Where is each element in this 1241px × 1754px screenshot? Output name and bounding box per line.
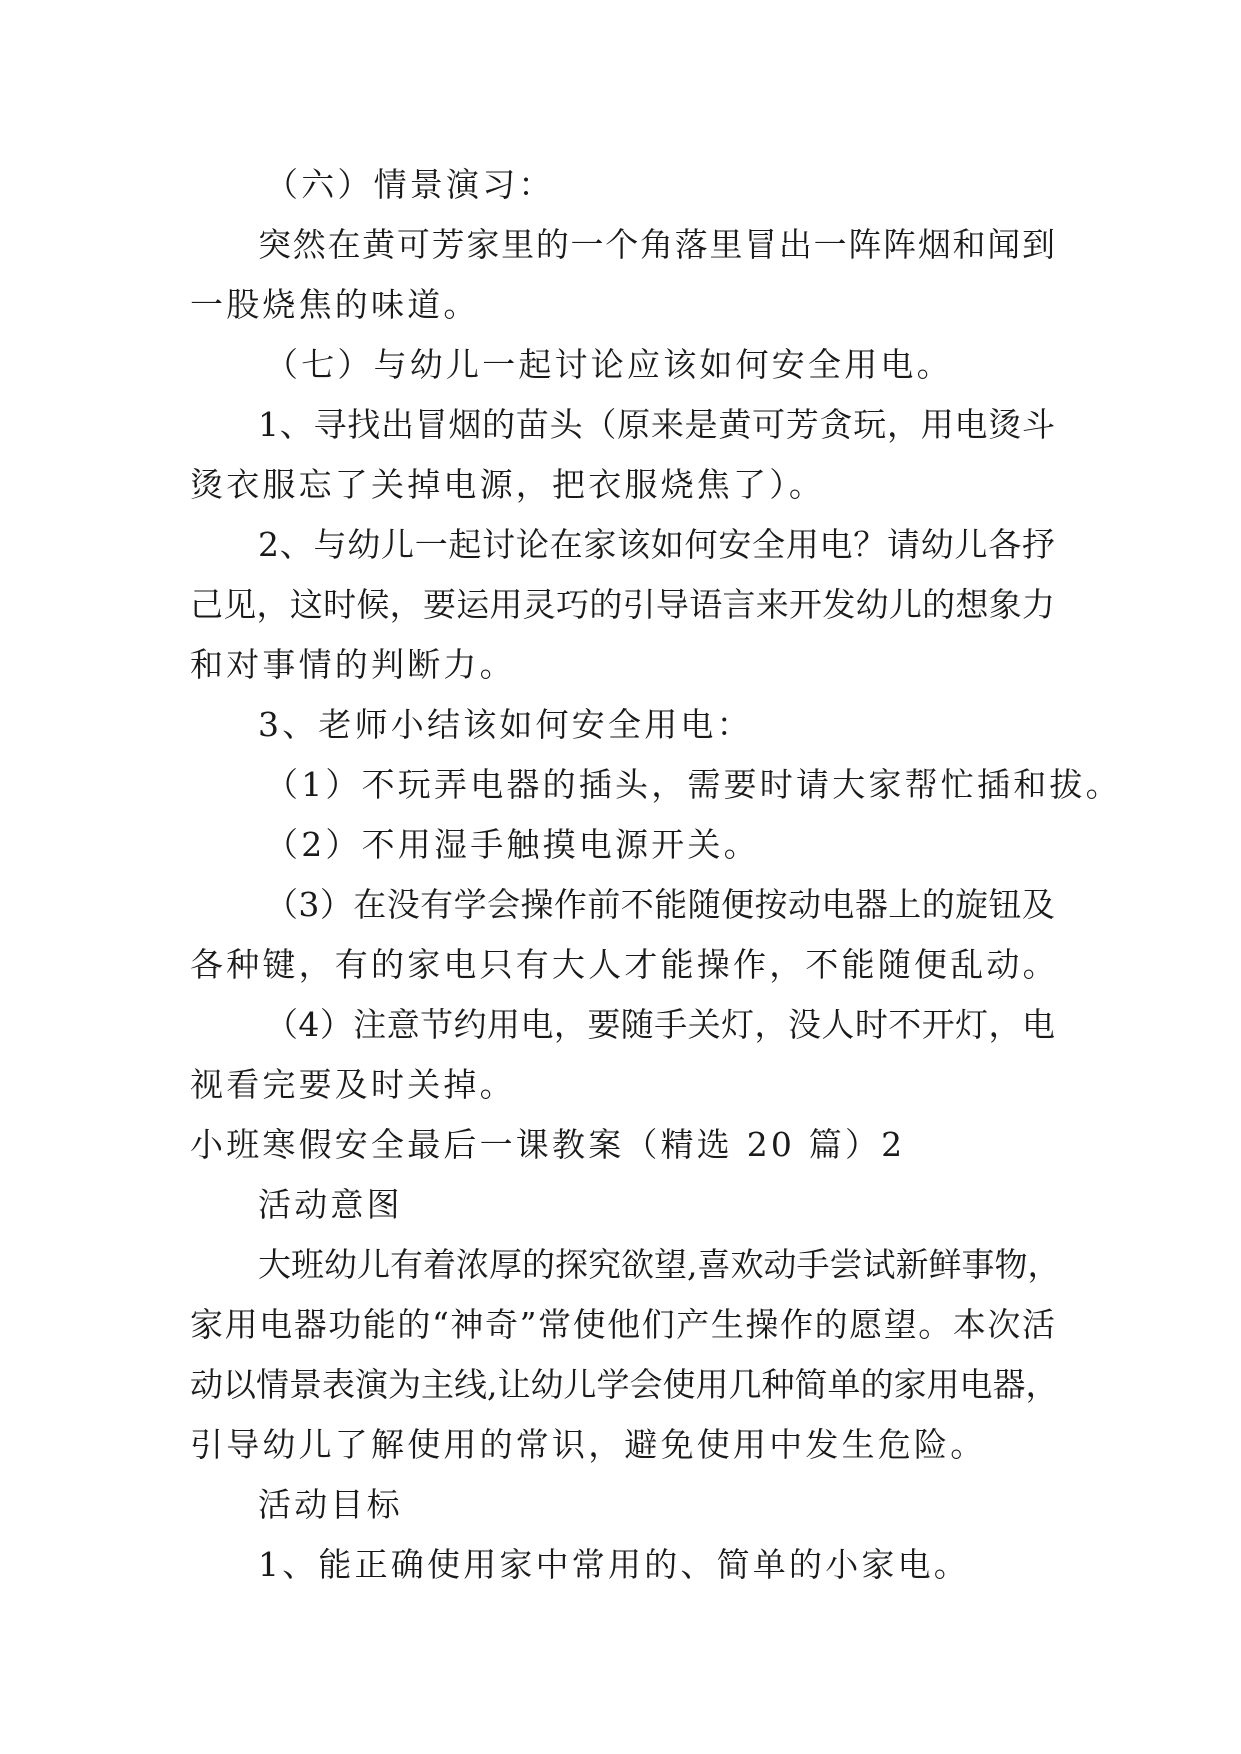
paragraph-line: 家用电器功能的“神奇”常使他们产生操作的愿望。本次活 <box>190 1305 1055 1344</box>
paragraph-line: 动以情景表演为主线,让幼儿学会使用几种简单的家用电器， <box>190 1365 1059 1404</box>
sub-list-item-line: 各种键，有的家电只有大人才能操作，不能随便乱动。 <box>190 945 1059 984</box>
sub-list-item-line: （2）不用湿手触摸电源开关。 <box>265 825 760 864</box>
section-heading: 活动意图 <box>258 1185 403 1224</box>
section-heading: 活动目标 <box>258 1485 403 1524</box>
subsection-heading-7: （七）与幼儿一起讨论应该如何安全用电。 <box>265 345 953 384</box>
paragraph-line: 一股烧焦的味道。 <box>190 285 480 324</box>
subsection-heading-6: （六）情景演习： <box>265 165 555 204</box>
list-item-line: 烫衣服忘了关掉电源，把衣服烧焦了）。 <box>190 465 826 504</box>
list-item-line: 和对事情的判断力。 <box>190 645 516 684</box>
sub-list-item-line: （4）注意节约用电，要随手关灯，没人时不开灯，电 <box>265 1005 1055 1044</box>
list-item-line: 己见，这时候，要运用灵巧的引导语言来开发幼儿的想象力 <box>190 585 1055 624</box>
section-title: 小班寒假安全最后一课教案（精选 20 篇）2 <box>190 1125 906 1164</box>
list-item-line: 2、与幼儿一起讨论在家该如何安全用电？请幼儿各抒 <box>258 525 1055 564</box>
list-item-line: 1、能正确使用家中常用的、简单的小家电。 <box>258 1545 970 1584</box>
paragraph-line: 突然在黄可芳家里的一个角落里冒出一阵阵烟和闻到 <box>258 225 1055 264</box>
sub-list-item-line: 视看完要及时关掉。 <box>190 1065 516 1104</box>
sub-list-item-line: （1）不玩弄电器的插头，需要时请大家帮忙插和拔。 <box>265 765 1122 804</box>
list-item-line: 3、老师小结该如何安全用电： <box>258 705 753 744</box>
list-item-line: 1、寻找出冒烟的苗头（原来是黄可芳贪玩，用电烫斗 <box>258 405 1055 444</box>
sub-list-item-line: （3）在没有学会操作前不能随便按动电器上的旋钮及 <box>265 885 1055 924</box>
paragraph-line: 引导幼儿了解使用的常识，避免使用中发生危险。 <box>190 1425 987 1464</box>
paragraph-line: 大班幼儿有着浓厚的探究欲望,喜欢动手尝试新鲜事物， <box>258 1245 1061 1284</box>
